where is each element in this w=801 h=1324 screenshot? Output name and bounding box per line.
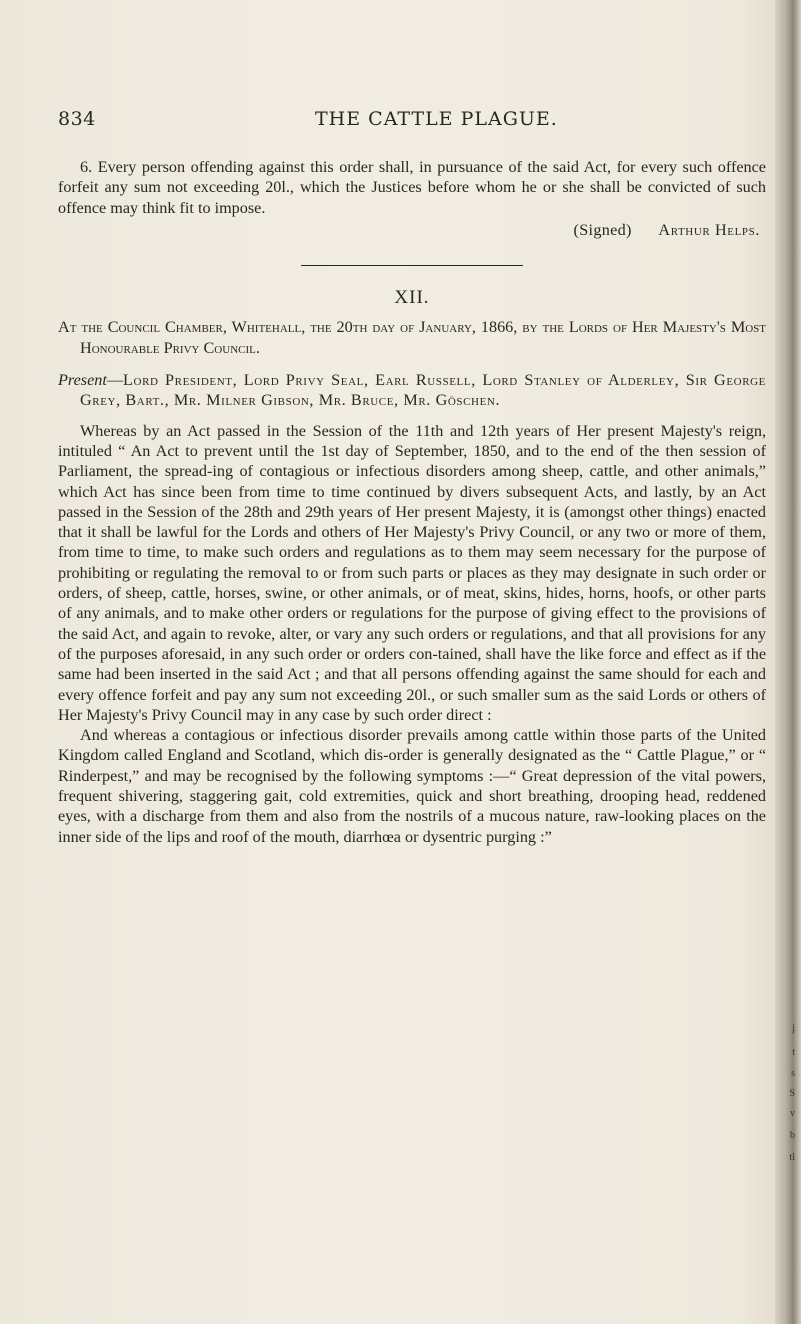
margin-fragment: j: [792, 1023, 795, 1034]
council-preamble: [58, 317, 766, 358]
signatory-name: Arthur Helps.: [658, 220, 760, 239]
clause-6: 6. Every person offending against this order shall, in pursuance of the said Act, for every such offence forfeit any sum not exceeding 20l., which the Justices before whom he or she shall be convicted of such offence may think fit to impose.: [58, 158, 766, 217]
margin-fragment: b: [790, 1130, 795, 1141]
page-edge-shadow: [775, 0, 801, 1324]
preamble-text: At the Council Chamber, Whitehall, the 20th day of January, 1866, by the Lords of Her Majesty's Most Honourable Privy Council.: [58, 318, 766, 357]
margin-fragment: S: [789, 1088, 795, 1099]
section-number: XII.: [394, 287, 430, 309]
running-head: THE CATTLE PLAGUE.: [315, 108, 558, 130]
margin-fragment: t: [792, 1047, 795, 1058]
section-divider: [301, 265, 523, 266]
margin-fragment: v: [790, 1108, 795, 1119]
present-names: Lord President, Lord Privy Seal, Earl Russell, Lord Stanley of Alderley, Sir George Grey, Bart., Mr. Milner Gibson, Mr. Bruce, Mr. Göschen.: [80, 371, 766, 410]
page-body: [58, 157, 766, 847]
present-label: Present: [58, 371, 107, 390]
whereas-paragraph-1: Whereas by an Act passed in the Session of the 11th and 12th years of Her present Majesty's reign, intituled “ An Act to prevent until the 1st day of September, 1850, and to the end of the then session of Parliament, the spread-ing of contagious or infectious disorders among sheep, cattle, and other animals,” which Act has since been from time to time continued by divers subsequent Acts, and lastly, by an Act passed in the Session of the 28th and 29th years of Her present Majesty, it is (amongst other things) enacted that it shall be lawful for the Lords and others of Her Majesty's Privy Council, or any two or more of them, from time to time, to make such orders and regulations as to them may seem necessary for the purpose of prohibiting or regulating the removal to or from such parts or places as they may designate in such order or orders, of sheep, cattle, horses, swine, or other animals, or of meat, skins, hides, horns, hoofs, or other parts of any animals, and to make other orders or regulations for the purpose of giving effect to the provisions of the said Act, and again to revoke, alter, or vary any such orders or regulations, and that all provisions for any of the purposes aforesaid, in any such order or orders con-tained, shall have the like force and effect as if the same had been inserted in the said Act ; and that all persons offending against the same should for each and every offence forfeit and pay any sum not exceeding 20l., or such smaller sum as the said Lords or others of Her Majesty's Privy Council may in any case by such order direct :: [58, 421, 766, 724]
signature-line: [58, 220, 760, 240]
page-header: [58, 108, 718, 136]
margin-fragment: s: [791, 1068, 795, 1079]
whereas-paragraph-2: And whereas a contagious or infectious disorder prevails among cattle within those parts of the United Kingdom called England and Scotland, which dis-order is generally designated as the “ Cattle Plague,” or “ Rinderpest,” and may be recognised by the following symptoms :—“ Great depression of the vital powers, frequent shivering, staggering gait, cold extremities, quick and short breathing, drooping head, reddened eyes, with a discharge from them and also from the nostrils of a mucous nature, raw-looking places on the inner side of the lips and roof of the mouth, diarrhœa or dysentric purging :”: [58, 726, 766, 846]
present-list: Present—Lord President, Lord Privy Seal, Earl Russell, Lord Stanley of Alderley, Sir George Grey, Bart., Mr. Milner Gibson, Mr. Bruce, Mr. Göschen.: [58, 371, 766, 410]
signed-label: (Signed): [573, 220, 632, 239]
page-number: 834: [58, 108, 96, 130]
margin-fragment: tl: [789, 1152, 795, 1163]
